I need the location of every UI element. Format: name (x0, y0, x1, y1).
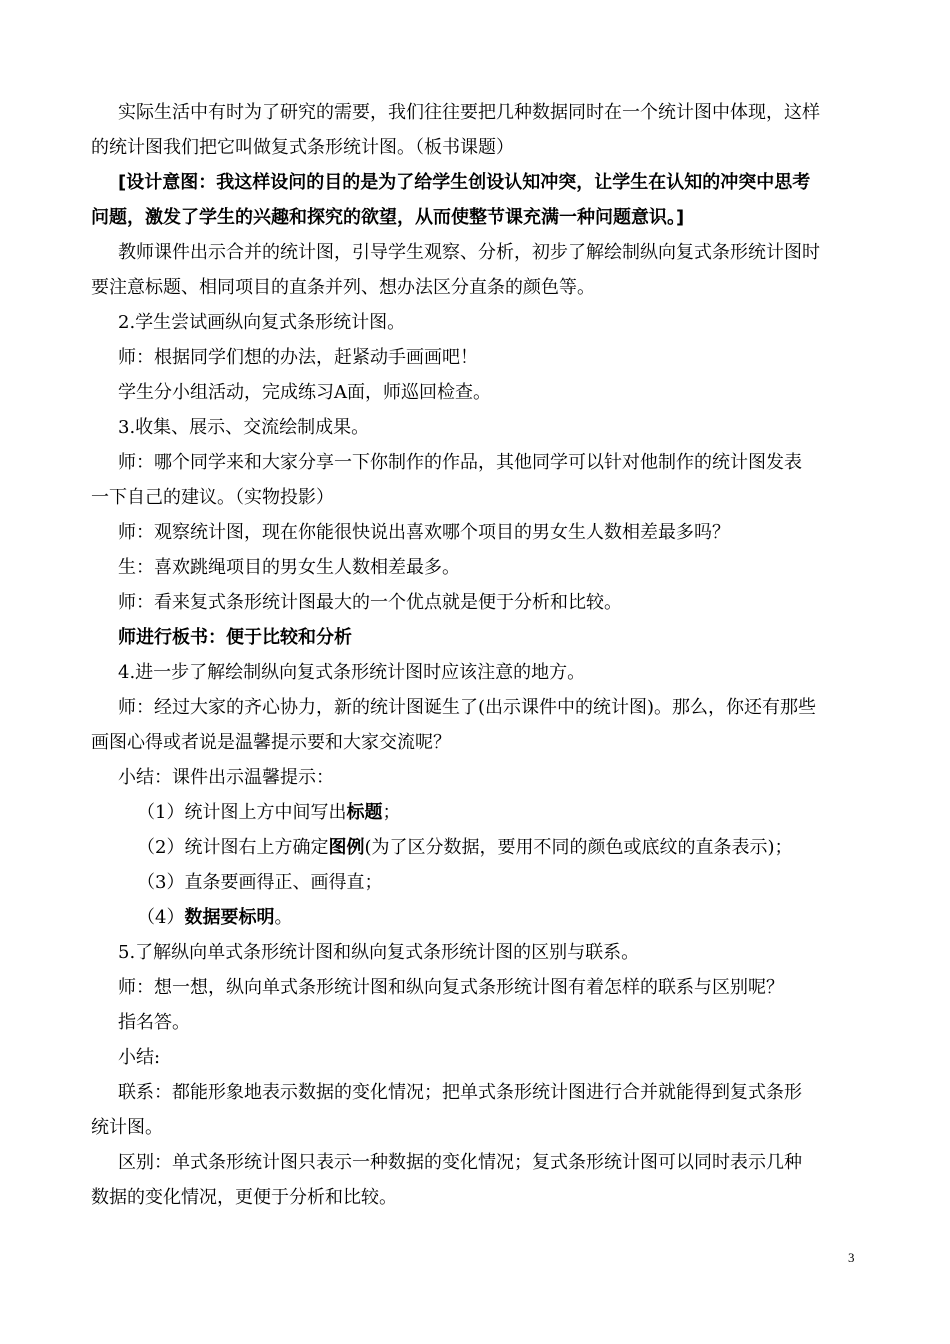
board-note: 师进行板书：便于比较和分析 (118, 627, 352, 648)
step-3-heading: 3.收集、展示、交流绘制成果。 (118, 417, 370, 438)
tip-4-text: （4） (137, 907, 185, 928)
tip-2-text: （2）统计图右上方确定 (137, 837, 329, 858)
group-activity: 学生分小组活动，完成练习A面，师巡回检查。 (118, 382, 491, 403)
teacher-tips: 师：经过大家的齐心协力，新的统计图诞生了(出示课件中的统计图)。那么，你还有那些 (118, 697, 817, 718)
design-intent-cont: 问题，激发了学生的兴趣和探究的欲望，从而使整节课充满一种问题意识。] (91, 207, 685, 228)
step-5-heading: 5.了解纵向单式条形统计图和纵向复式条形统计图的区别与联系。 (118, 942, 640, 963)
teacher-advantage: 师：看来复式条形统计图最大的一个优点就是便于分析和比较。 (118, 592, 622, 613)
document-body (91, 95, 861, 1215)
teacher-question: 师：观察统计图，现在你能很快说出喜欢哪个项目的男女生人数相差最多吗？ (118, 522, 730, 543)
teacher-tips-cont: 画图心得或者说是温馨提示要和大家交流呢？ (91, 732, 451, 753)
difference: 区别：单式条形统计图只表示一种数据的变化情况；复式条形统计图可以同时表示几种 (118, 1152, 802, 1173)
paragraph-teacher-show-cont: 要注意标题、相同项目的直条并列、想办法区分直条的颜色等。 (91, 277, 595, 298)
step-4-heading: 4.进一步了解绘制纵向复式条形统计图时应该注意的地方。 (118, 662, 586, 683)
teacher-compare: 师：想一想，纵向单式条形统计图和纵向复式条形统计图有着怎样的联系与区别呢？ (118, 977, 784, 998)
tip-4-end: 。 (274, 907, 293, 928)
tip-3: （3）直条要画得正、画得直； (137, 872, 383, 893)
teacher-share: 师：哪个同学来和大家分享一下你制作的作品，其他同学可以针对他制作的统计图发表 (118, 452, 802, 473)
tip-4 (91, 900, 861, 935)
tip-1-emphasis: 标题 (346, 802, 383, 823)
paragraph-teacher-show: 教师课件出示合并的统计图，引导学生观察、分析，初步了解绘制纵向复式条形统计图时 (118, 242, 820, 263)
tip-4-emphasis: 数据要标明 (184, 907, 275, 928)
tip-2-emphasis: 图例 (328, 837, 365, 858)
paragraph-intro: 实际生活中有时为了研究的需要，我们往往要把几种数据同时在一个统计图中体现，这样 (118, 102, 820, 123)
tip-1-text: （1）统计图上方中间写出 (137, 802, 347, 823)
student-answer: 生：喜欢跳绳项目的男女生人数相差最多。 (118, 557, 460, 578)
connection-cont: 统计图。 (91, 1117, 163, 1138)
teacher-share-cont: 一下自己的建议。（实物投影） (91, 487, 334, 508)
tip-1-end: ； (382, 802, 401, 823)
tip-2 (91, 830, 861, 865)
connection: 联系：都能形象地表示数据的变化情况；把单式条形统计图进行合并就能得到复式条形 (118, 1082, 802, 1103)
call-answer: 指名答。 (118, 1012, 190, 1033)
paragraph-intro-cont: 的统计图我们把它叫做复式条形统计图。（板书课题） (91, 137, 514, 158)
design-intent: [设计意图：我这样设问的目的是为了给学生创设认知冲突，让学生在认知的冲突中思考 (118, 172, 811, 193)
tip-1 (91, 795, 861, 830)
summary-2: 小结: (118, 1047, 161, 1068)
summary-tips: 小结：课件出示温馨提示： (118, 767, 334, 788)
tip-2-end: (为了区分数据，要用不同的颜色或底纹的直条表示)； (364, 837, 793, 858)
difference-cont: 数据的变化情况，更便于分析和比较。 (91, 1187, 397, 1208)
page-number: 3 (848, 1250, 855, 1265)
step-2-heading: 2.学生尝试画纵向复式条形统计图。 (118, 312, 406, 333)
teacher-encourage: 师：根据同学们想的办法，赶紧动手画画吧！ (118, 347, 478, 368)
